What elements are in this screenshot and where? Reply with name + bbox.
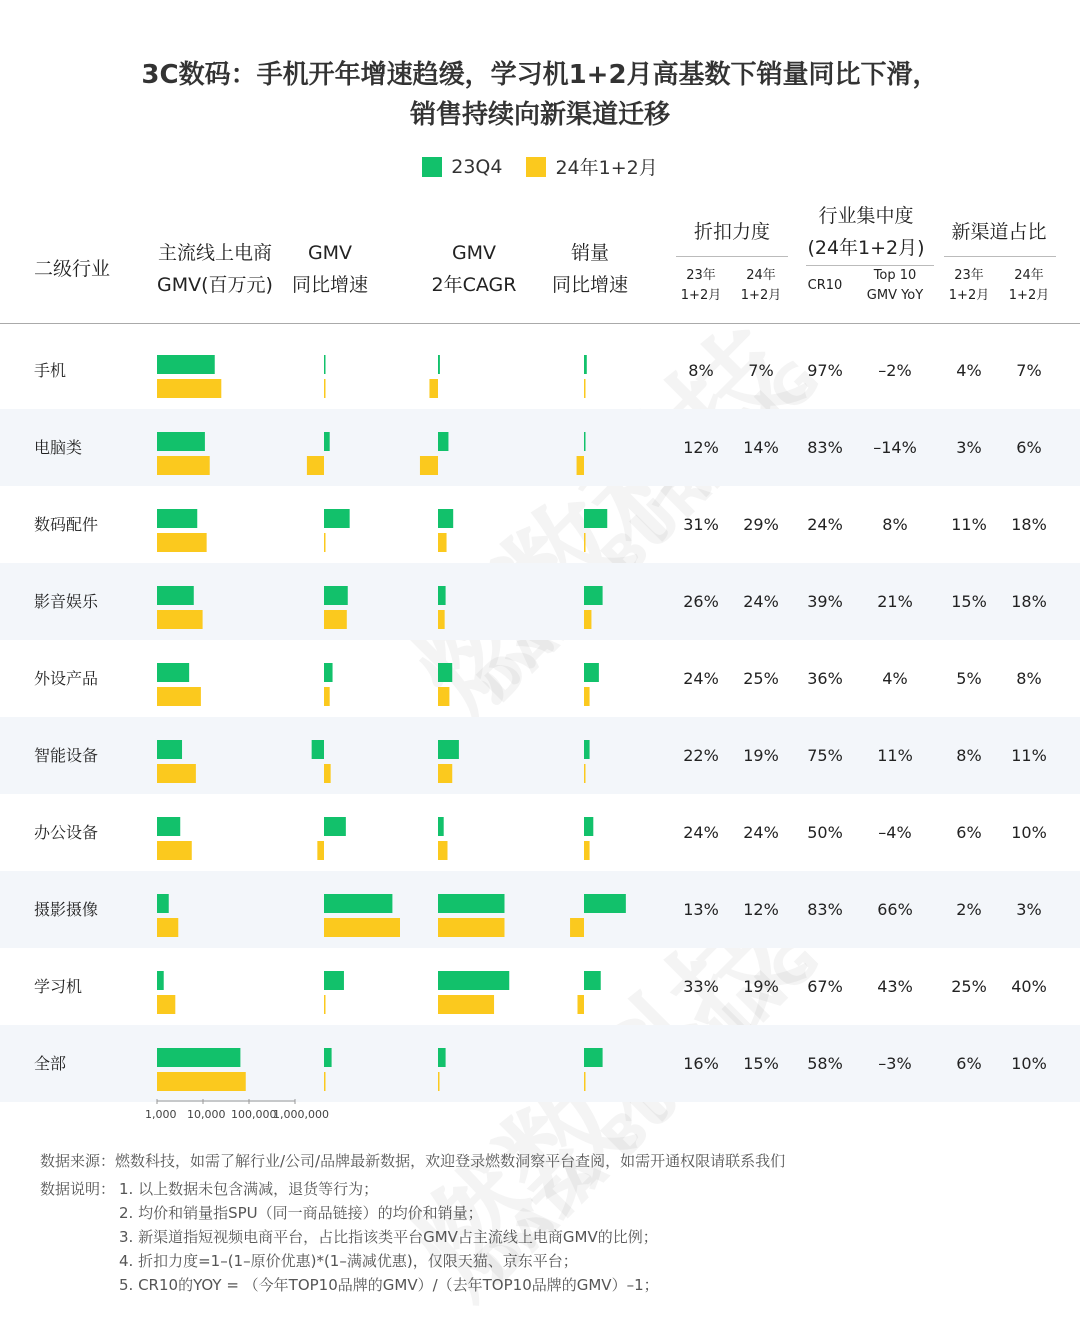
cell-n23: 3% — [956, 438, 982, 457]
row-label: 摄影摄像 — [34, 900, 99, 919]
bar-gmv-series2 — [157, 995, 175, 1014]
row-label: 影音娱乐 — [34, 592, 99, 611]
cell-n23: 25% — [951, 977, 987, 996]
bar-gmv_yoy-series2 — [324, 1072, 326, 1091]
cell-cr10: 39% — [807, 592, 843, 611]
bar-vol_yoy-series2 — [584, 610, 591, 629]
bar-cagr-series2 — [438, 533, 447, 552]
cell-cr10: 36% — [807, 669, 843, 688]
cell-n23: 8% — [956, 746, 982, 765]
cell-cr10: 50% — [807, 823, 843, 842]
bar-gmv-series2 — [157, 456, 210, 475]
row-label: 全部 — [34, 1054, 67, 1073]
cell-top10: 21% — [877, 592, 913, 611]
bar-vol_yoy-series2 — [577, 456, 584, 475]
cell-n23: 6% — [956, 823, 982, 842]
cell-d24: 7% — [748, 361, 774, 380]
footnote-label: 数据说明： — [40, 1180, 116, 1198]
header-discount: 折扣力度 — [693, 221, 770, 243]
cell-n24: 3% — [1016, 900, 1042, 919]
bar-cagr-series1 — [438, 663, 452, 682]
cell-d24: 12% — [743, 900, 779, 919]
footnote-item: 2. 均价和销量指SPU（同一商品链接）的均价和销量； — [119, 1204, 483, 1222]
footnote-item: 4. 折扣力度=1–(1–原价优惠)*(1–满减优惠)，仅限天猫、京东平台； — [119, 1252, 578, 1270]
bar-vol_yoy-series1 — [584, 432, 586, 451]
header-line: (24年1+2月) — [807, 237, 925, 259]
sub-line: 24年 — [1014, 268, 1044, 283]
cell-cr10: 24% — [807, 515, 843, 534]
bar-cagr-series1 — [438, 817, 444, 836]
cell-d23: 24% — [683, 669, 719, 688]
bar-cagr-series1 — [438, 894, 505, 913]
bar-vol_yoy-series2 — [584, 1072, 586, 1091]
bar-vol_yoy-series1 — [584, 894, 626, 913]
cell-top10: 43% — [877, 977, 913, 996]
bar-cagr-series2 — [438, 610, 445, 629]
bar-cagr-series1 — [438, 971, 509, 990]
cell-n23: 2% — [956, 900, 982, 919]
cell-top10: 66% — [877, 900, 913, 919]
header-line: 2年CAGR — [431, 274, 517, 296]
bar-cagr-series1 — [438, 432, 448, 451]
header-newchannel: 新渠道占比 — [951, 221, 1047, 243]
cell-n24: 10% — [1011, 1054, 1047, 1073]
row-label: 办公设备 — [34, 823, 99, 842]
page-title: 3C数码：手机开年增速趋缓，学习机1+2月高基数下销量同比下滑， — [141, 60, 939, 90]
bar-vol_yoy-series1 — [584, 971, 601, 990]
bar-gmv-series2 — [157, 610, 203, 629]
cell-n24: 7% — [1016, 361, 1042, 380]
header-line: GMV — [451, 242, 497, 264]
bar-gmv-series2 — [157, 533, 207, 552]
header-line: GMV — [307, 242, 353, 264]
axis-tick-label: 1,000,000 — [273, 1108, 329, 1121]
bar-gmv-series1 — [157, 663, 189, 682]
bar-gmv_yoy-series2 — [307, 456, 324, 475]
cell-top10: –3% — [878, 1054, 912, 1073]
bar-gmv_yoy-series2 — [324, 687, 330, 706]
cell-n23: 11% — [951, 515, 987, 534]
bar-vol_yoy-series1 — [584, 509, 607, 528]
row-label: 外设产品 — [34, 669, 99, 688]
sub-line: 24年 — [746, 268, 776, 283]
row-label: 智能设备 — [34, 746, 99, 765]
bar-gmv_yoy-series1 — [324, 355, 326, 374]
cell-top10: 11% — [877, 746, 913, 765]
bar-vol_yoy-series1 — [584, 663, 599, 682]
bar-gmv-series2 — [157, 841, 192, 860]
bar-cagr-series2 — [438, 1072, 440, 1091]
header-line: GMV(百万元) — [157, 274, 273, 296]
cell-n23: 5% — [956, 669, 982, 688]
cell-d23: 22% — [683, 746, 719, 765]
bar-gmv-series1 — [157, 432, 205, 451]
bar-vol_yoy-series1 — [584, 740, 590, 759]
cell-d24: 19% — [743, 977, 779, 996]
cell-d23: 16% — [683, 1054, 719, 1073]
axis-tick-label: 100,000 — [231, 1108, 277, 1121]
bar-gmv_yoy-series1 — [324, 586, 348, 605]
bar-gmv_yoy-series2 — [324, 918, 400, 937]
bar-vol_yoy-series2 — [577, 995, 584, 1014]
bar-gmv-series1 — [157, 1048, 240, 1067]
bar-gmv_yoy-series1 — [324, 817, 346, 836]
cell-cr10: 75% — [807, 746, 843, 765]
bar-gmv-series2 — [157, 687, 201, 706]
cell-n24: 18% — [1011, 515, 1047, 534]
bar-vol_yoy-series2 — [584, 379, 586, 398]
cell-d24: 15% — [743, 1054, 779, 1073]
cell-cr10: 83% — [807, 900, 843, 919]
cell-d24: 24% — [743, 823, 779, 842]
bar-cagr-series2 — [438, 764, 452, 783]
bar-gmv_yoy-series2 — [324, 379, 326, 398]
bar-cagr-series2 — [438, 918, 505, 937]
cell-top10: –14% — [873, 438, 917, 457]
cell-d23: 24% — [683, 823, 719, 842]
bar-vol_yoy-series2 — [584, 687, 590, 706]
header-line: 销量 — [570, 242, 609, 264]
bar-gmv_yoy-series2 — [324, 764, 331, 783]
cell-n23: 6% — [956, 1054, 982, 1073]
cell-n24: 18% — [1011, 592, 1047, 611]
header-line: 同比增速 — [291, 274, 368, 296]
cell-cr10: 97% — [807, 361, 843, 380]
axis-tick-label: 10,000 — [187, 1108, 226, 1121]
cell-d24: 24% — [743, 592, 779, 611]
sub-line: 23年 — [686, 268, 716, 283]
bar-vol_yoy-series1 — [584, 1048, 603, 1067]
bar-cagr-series1 — [438, 355, 440, 374]
footnote-item: 1. 以上数据未包含满减，退货等行为； — [119, 1180, 379, 1198]
bar-gmv-series1 — [157, 586, 194, 605]
bar-gmv-series1 — [157, 971, 164, 990]
sub-line: 1+2月 — [1008, 288, 1050, 303]
bar-gmv-series2 — [157, 1072, 246, 1091]
cell-n24: 8% — [1016, 669, 1042, 688]
bar-vol_yoy-series1 — [584, 817, 593, 836]
bar-gmv-series2 — [157, 764, 196, 783]
row-label: 手机 — [34, 361, 67, 380]
header-line: 主流线上电商 — [157, 242, 272, 264]
bar-vol_yoy-series1 — [584, 355, 587, 374]
cell-d24: 14% — [743, 438, 779, 457]
footnote-item: 3. 新渠道指短视频电商平台，占比指该类平台GMV占主流线上电商GMV的比例； — [119, 1228, 658, 1246]
bar-cagr-series1 — [438, 586, 446, 605]
row-label: 电脑类 — [34, 438, 83, 457]
bar-vol_yoy-series2 — [570, 918, 584, 937]
sub-line: 1+2月 — [740, 288, 782, 303]
sub-line: Top 10 — [873, 268, 917, 283]
footnote-item: 5. CR10的YOY = （今年TOP10品牌的GMV）/（去年TOP10品牌的GMV）–1； — [119, 1276, 659, 1294]
bar-gmv_yoy-series1 — [312, 740, 324, 759]
bar-gmv_yoy-series2 — [317, 841, 324, 860]
bar-cagr-series2 — [420, 456, 438, 475]
legend-label: 24年1+2月 — [555, 157, 658, 179]
header-line: 行业集中度 — [818, 205, 914, 227]
cell-d24: 29% — [743, 515, 779, 534]
bar-vol_yoy-series2 — [584, 764, 586, 783]
bar-cagr-series1 — [438, 740, 459, 759]
bar-gmv-series1 — [157, 355, 215, 374]
bar-gmv_yoy-series2 — [324, 533, 326, 552]
cell-n23: 15% — [951, 592, 987, 611]
bar-gmv-series1 — [157, 509, 197, 528]
footnote-source: 数据来源：燃数科技，如需了解行业/公司/品牌最新数据，欢迎登录燃数洞察平台查阅，如需开通权限请联系我们 — [40, 1152, 786, 1170]
cell-d23: 31% — [683, 515, 719, 534]
cell-n24: 10% — [1011, 823, 1047, 842]
bar-cagr-series2 — [438, 841, 448, 860]
cell-top10: –2% — [878, 361, 912, 380]
bar-cagr-series1 — [438, 509, 453, 528]
bar-vol_yoy-series2 — [584, 533, 586, 552]
cell-d23: 33% — [683, 977, 719, 996]
legend-label: 23Q4 — [451, 155, 503, 178]
sub-line: 1+2月 — [948, 288, 990, 303]
cell-d24: 19% — [743, 746, 779, 765]
bar-gmv_yoy-series2 — [324, 995, 326, 1014]
bar-gmv_yoy-series2 — [324, 610, 347, 629]
bar-gmv-series1 — [157, 740, 182, 759]
bar-cagr-series1 — [438, 1048, 446, 1067]
cell-n24: 40% — [1011, 977, 1047, 996]
cell-top10: 4% — [882, 669, 908, 688]
row-label: 学习机 — [34, 977, 83, 996]
bar-cagr-series2 — [438, 995, 494, 1014]
bar-gmv-series2 — [157, 379, 221, 398]
bar-gmv-series1 — [157, 817, 180, 836]
header-industry: 二级行业 — [34, 258, 111, 280]
bar-gmv_yoy-series1 — [324, 509, 350, 528]
cell-d23: 12% — [683, 438, 719, 457]
cell-d23: 26% — [683, 592, 719, 611]
subheader-cr10: CR10 — [807, 278, 843, 293]
header-line: 同比增速 — [551, 274, 628, 296]
bar-gmv-series2 — [157, 918, 178, 937]
bar-cagr-series2 — [438, 687, 449, 706]
sub-line: GMV YoY — [866, 288, 924, 303]
cell-top10: 8% — [882, 515, 908, 534]
cell-d24: 25% — [743, 669, 779, 688]
cell-n24: 11% — [1011, 746, 1047, 765]
bar-gmv_yoy-series1 — [324, 1048, 332, 1067]
cell-cr10: 67% — [807, 977, 843, 996]
cell-n24: 6% — [1016, 438, 1042, 457]
bar-gmv_yoy-series1 — [324, 432, 330, 451]
cell-d23: 8% — [688, 361, 714, 380]
bar-cagr-series2 — [429, 379, 438, 398]
sub-line: 23年 — [954, 268, 984, 283]
bar-gmv-series1 — [157, 894, 169, 913]
page-subtitle: 销售持续向新渠道迁移 — [409, 100, 670, 130]
bar-gmv_yoy-series1 — [324, 894, 392, 913]
row-label: 数码配件 — [34, 515, 99, 534]
bar-vol_yoy-series2 — [584, 841, 590, 860]
bar-gmv_yoy-series1 — [324, 663, 333, 682]
cell-d23: 13% — [683, 900, 719, 919]
cell-cr10: 83% — [807, 438, 843, 457]
sub-line: 1+2月 — [680, 288, 722, 303]
bar-vol_yoy-series1 — [584, 586, 603, 605]
axis-tick-label: 1,000 — [145, 1108, 177, 1121]
bar-gmv_yoy-series1 — [324, 971, 344, 990]
cell-cr10: 58% — [807, 1054, 843, 1073]
cell-top10: –4% — [878, 823, 912, 842]
cell-n23: 4% — [956, 361, 982, 380]
